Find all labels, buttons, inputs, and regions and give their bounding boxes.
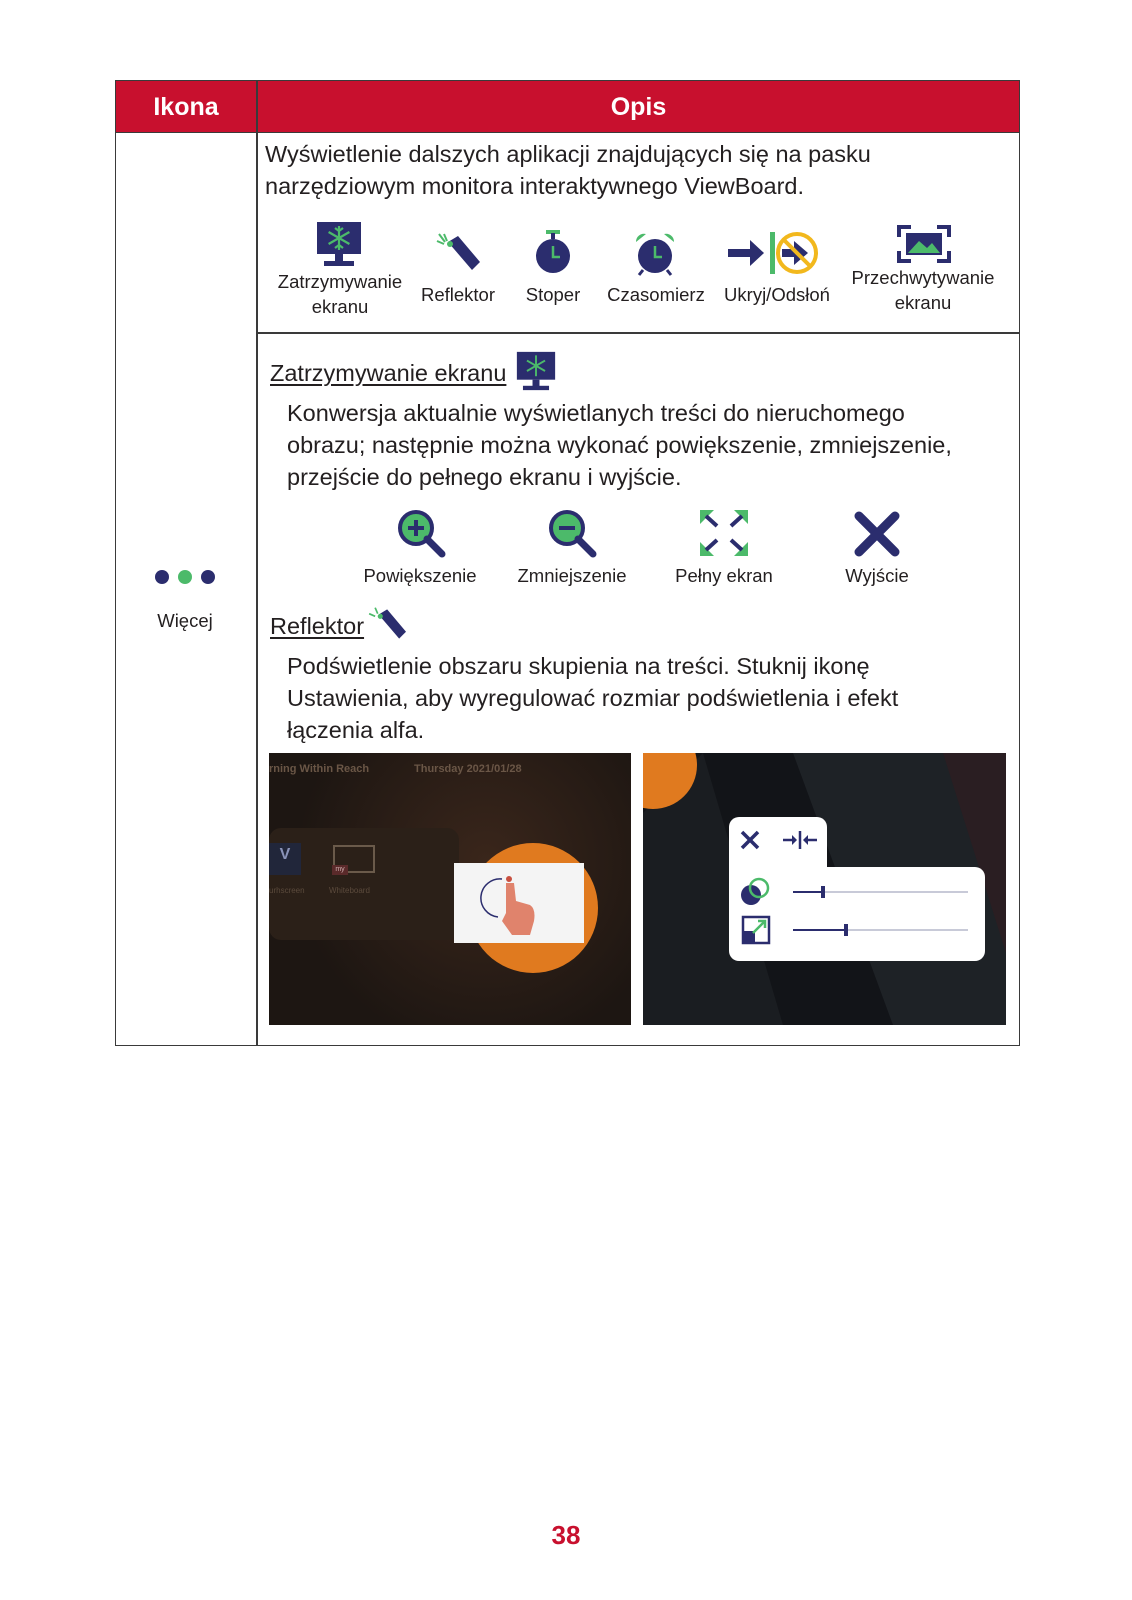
freeze-section-title: Zatrzymywanie ekranu	[270, 360, 507, 386]
screen-capture-icon	[897, 225, 951, 263]
action-label-zoom-out: Zmniejszenie	[517, 565, 627, 586]
tap-hand-icon	[454, 863, 584, 943]
alpha-blend-icon	[739, 877, 771, 909]
action-label-fullscreen: Pełny ekran	[675, 565, 773, 586]
table-header	[116, 81, 1019, 133]
header-icon: Ikona	[153, 93, 219, 121]
freeze-screen-icon	[316, 221, 362, 267]
resize-icon	[741, 915, 771, 945]
tap-hint-card	[454, 863, 584, 943]
timer-icon	[634, 232, 676, 276]
app2-badge: my	[332, 865, 348, 875]
zoom-out-icon	[547, 508, 597, 558]
spotlight-icon-small	[368, 606, 408, 642]
action-label-exit: Wyjście	[845, 565, 909, 586]
toolbar-label-freeze: Zatrzymywanie ekranu	[277, 271, 403, 317]
page-number: 38	[551, 1520, 581, 1550]
more-label: Więcej	[157, 610, 213, 631]
alpha-slider-knob[interactable]	[821, 886, 825, 898]
spotlight-screenshot-right	[643, 753, 1006, 1025]
app-icon-v: V	[269, 843, 301, 875]
size-slider-knob[interactable]	[844, 924, 848, 936]
shrink-icon[interactable]	[783, 829, 817, 851]
toolbar-label-capture: Przechwytywanie ekranu	[851, 267, 995, 313]
spotlight-screenshot-left	[269, 753, 631, 1025]
banner-right-text: Thursday 2021/01/28	[414, 763, 522, 775]
spotlight-section-title: Reflektor	[270, 613, 365, 639]
zoom-in-icon	[396, 508, 446, 558]
app2-label: Whiteboard	[329, 886, 370, 895]
toolbar-label-hide-show: Ukryj/Odsłoń	[724, 284, 830, 305]
hide-show-icon	[728, 230, 820, 276]
exit-icon	[853, 510, 901, 558]
toolbar-label-timer: Czasomierz	[607, 284, 705, 305]
row-divider	[256, 332, 1019, 334]
fullscreen-icon	[700, 510, 748, 556]
toolbar-label-spotlight: Reflektor	[420, 284, 496, 305]
banner-left-text: rning Within Reach	[269, 763, 370, 775]
close-icon[interactable]	[739, 829, 761, 851]
alpha-slider[interactable]	[793, 885, 968, 899]
spotlight-icon	[436, 232, 482, 274]
size-slider[interactable]	[793, 923, 968, 937]
stopwatch-icon	[533, 230, 573, 274]
more-icon	[155, 570, 224, 589]
action-label-zoom-in: Powiększenie	[363, 565, 477, 586]
freeze-description: Konwersja aktualnie wyświetlanych treści do nieruchomego obrazu; następnie można wykonać powiększenie, zmniejszenie, przejście do pełnego ekranu i wyjście.	[287, 400, 952, 490]
app1-label: urhscreen	[269, 886, 305, 895]
intro-text: Wyświetlenie dalszych aplikacji znajdujących się na pasku narzędziowym monitora interaktywnego ViewBoard.	[265, 141, 871, 199]
toolbar-label-stopwatch: Stoper	[525, 284, 581, 305]
column-divider	[256, 81, 258, 1045]
freeze-screen-icon-small	[516, 349, 556, 393]
spotlight-description: Podświetlenie obszaru skupienia na treści. Stuknij ikonę Ustawienia, aby wyregulować rozmiar podświetlenia i efekt łączenia alfa.	[287, 653, 899, 743]
header-description: Opis	[610, 93, 667, 121]
